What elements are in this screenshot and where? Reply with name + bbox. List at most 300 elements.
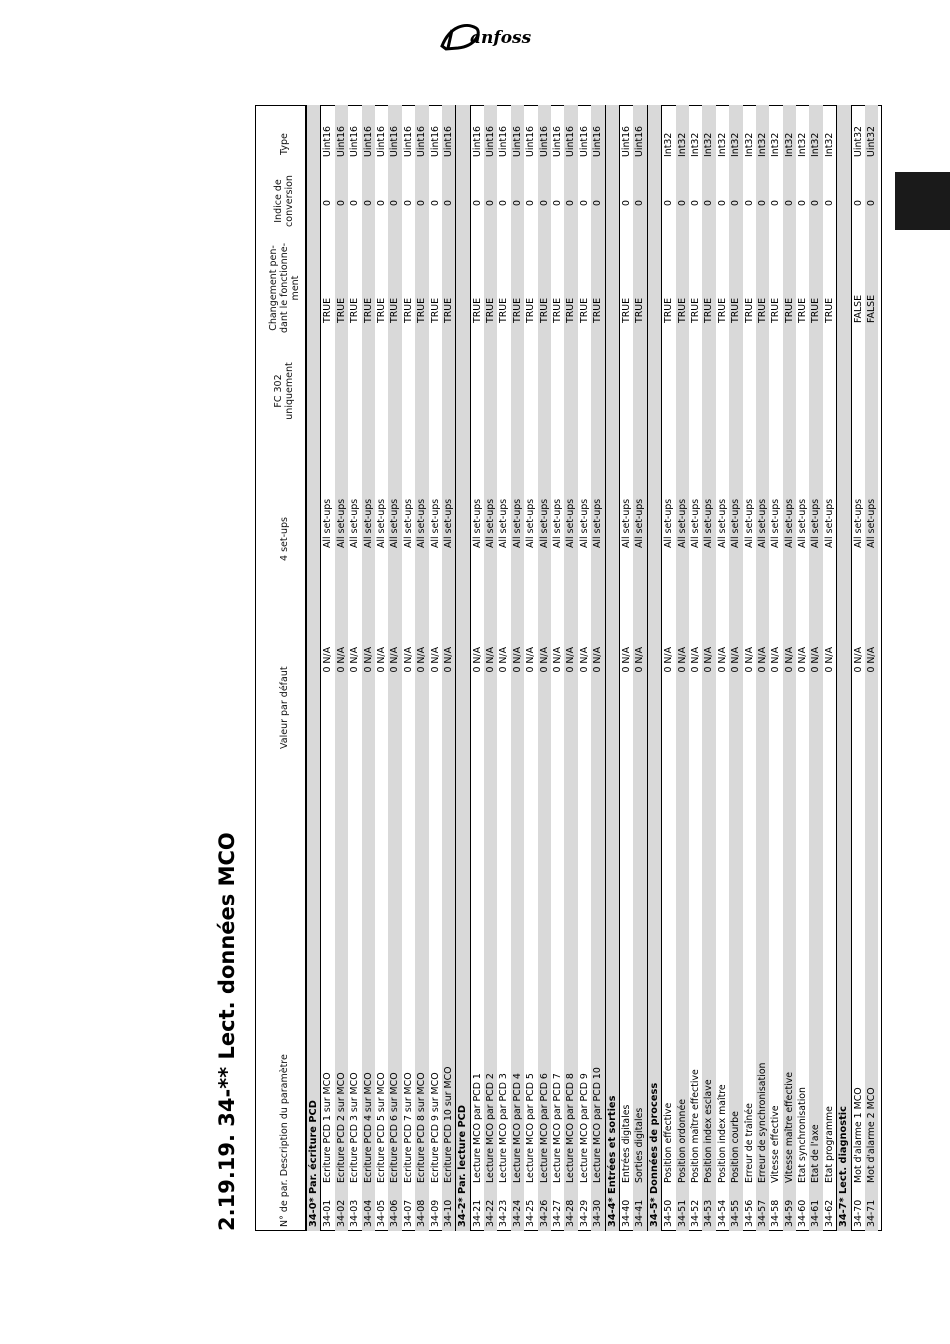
cell-def: 0 N/A xyxy=(797,647,809,673)
cell-desc: Position courbe xyxy=(730,1111,742,1183)
cell-type: Int32 xyxy=(756,132,768,157)
cell-setups: All set-ups xyxy=(471,498,483,548)
svg-text:anfoss: anfoss xyxy=(470,28,532,48)
cell-def: 0 N/A xyxy=(756,647,768,673)
cell-num: 34-56 xyxy=(743,1199,755,1227)
cell-type: Uint16 xyxy=(592,125,604,157)
cell-type: Uint16 xyxy=(349,125,361,157)
cell-setups: All set-ups xyxy=(375,498,387,548)
cell-def: 0 N/A xyxy=(703,647,715,673)
cell-change: TRUE xyxy=(538,297,550,323)
table-row xyxy=(321,105,334,1231)
table-row xyxy=(538,105,551,1231)
cell-def: 0 N/A xyxy=(716,647,728,673)
cell-index: 0 xyxy=(823,200,835,206)
cell-desc: Lecture MCO par PCD 8 xyxy=(565,1073,577,1183)
table-row xyxy=(362,105,375,1231)
cell-index: 0 xyxy=(498,200,510,206)
section-title: 34-7* Lect. diagnostic xyxy=(838,1106,850,1227)
header-default: Valeur par défaut xyxy=(278,666,290,749)
cell-type: Uint16 xyxy=(511,125,523,157)
header-num-desc: N° de par. Description du paramètre xyxy=(278,1054,290,1227)
cell-def: 0 N/A xyxy=(634,647,646,673)
cell-type: Int32 xyxy=(663,132,675,157)
cell-setups: All set-ups xyxy=(322,498,334,548)
cell-setups: All set-ups xyxy=(797,498,809,548)
cell-def: 0 N/A xyxy=(866,647,878,673)
cell-setups: All set-ups xyxy=(335,498,347,548)
cell-type: Uint16 xyxy=(552,125,564,157)
cell-change: TRUE xyxy=(442,297,454,323)
cell-def: 0 N/A xyxy=(498,647,510,673)
cell-num: 34-62 xyxy=(823,1199,835,1227)
cell-num: 34-61 xyxy=(810,1199,822,1227)
cell-num: 34-30 xyxy=(592,1199,604,1227)
cell-index: 0 xyxy=(797,200,809,206)
table-row xyxy=(729,105,742,1231)
cell-type: Uint16 xyxy=(389,125,401,157)
cell-def: 0 N/A xyxy=(389,647,401,673)
cell-index: 0 xyxy=(389,200,401,206)
cell-type: Int32 xyxy=(730,132,742,157)
cell-setups: All set-ups xyxy=(866,498,878,548)
cell-desc: Ecriture PCD 4 sur MCO xyxy=(362,1072,374,1183)
table-row xyxy=(415,105,428,1231)
rotated-page-content xyxy=(215,105,882,1231)
cell-change: FALSE xyxy=(866,294,878,323)
cell-setups: All set-ups xyxy=(578,498,590,548)
cell-num: 34-40 xyxy=(620,1199,632,1227)
table-row xyxy=(335,105,348,1231)
cell-desc: Vitesse effective xyxy=(770,1105,782,1183)
cell-index: 0 xyxy=(676,200,688,206)
cell-type: Uint16 xyxy=(442,125,454,157)
cell-desc: Ecriture PCD 1 sur MCO xyxy=(322,1072,334,1183)
cell-desc: Ecriture PCD 2 sur MCO xyxy=(335,1072,347,1183)
table-row xyxy=(578,105,591,1231)
cell-desc: Sorties digitales xyxy=(634,1107,646,1183)
table-row xyxy=(348,105,361,1231)
table-row xyxy=(865,105,878,1231)
cell-type: Uint16 xyxy=(322,125,334,157)
cell-change: TRUE xyxy=(416,297,428,323)
cell-desc: Lecture MCO par PCD 1 xyxy=(471,1073,483,1183)
cell-type: Uint16 xyxy=(525,125,537,157)
cell-change: TRUE xyxy=(485,297,497,323)
cell-type: Uint16 xyxy=(335,125,347,157)
cell-change: TRUE xyxy=(389,297,401,323)
cell-setups: All set-ups xyxy=(429,498,441,548)
header-index: Indice de conversion xyxy=(273,175,295,227)
cell-setups: All set-ups xyxy=(770,498,782,548)
cell-def: 0 N/A xyxy=(511,647,523,673)
table-row xyxy=(442,105,455,1231)
cell-type: Int32 xyxy=(797,132,809,157)
cell-num: 34-50 xyxy=(663,1199,675,1227)
section-title: 34-0* Par. écriture PCD xyxy=(308,1100,319,1227)
cell-type: Uint16 xyxy=(402,125,414,157)
cell-index: 0 xyxy=(485,200,497,206)
cell-setups: All set-ups xyxy=(485,498,497,548)
cell-type: Int32 xyxy=(743,132,755,157)
cell-num: 34-58 xyxy=(770,1199,782,1227)
cell-setups: All set-ups xyxy=(783,498,795,548)
cell-index: 0 xyxy=(362,200,374,206)
cell-num: 34-07 xyxy=(402,1199,414,1227)
cell-setups: All set-ups xyxy=(552,498,564,548)
cell-setups: All set-ups xyxy=(416,498,428,548)
cell-type: Uint16 xyxy=(538,125,550,157)
cell-num: 34-55 xyxy=(730,1199,742,1227)
cell-desc: Erreur de synchronisation xyxy=(756,1062,768,1183)
cell-type: Int32 xyxy=(716,132,728,157)
cell-setups: All set-ups xyxy=(689,498,701,548)
cell-index: 0 xyxy=(349,200,361,206)
cell-change: TRUE xyxy=(797,297,809,323)
cell-def: 0 N/A xyxy=(578,647,590,673)
cell-index: 0 xyxy=(578,200,590,206)
cell-num: 34-53 xyxy=(703,1199,715,1227)
cell-index: 0 xyxy=(620,200,632,206)
cell-setups: All set-ups xyxy=(676,498,688,548)
cell-num: 34-24 xyxy=(511,1199,523,1227)
section-header xyxy=(305,105,321,1231)
cell-num: 34-04 xyxy=(362,1199,374,1227)
cell-setups: All set-ups xyxy=(442,498,454,548)
cell-desc: Lecture MCO par PCD 4 xyxy=(511,1073,523,1183)
cell-def: 0 N/A xyxy=(689,647,701,673)
cell-num: 34-29 xyxy=(578,1199,590,1227)
cell-def: 0 N/A xyxy=(810,647,822,673)
table-row xyxy=(429,105,442,1231)
section-title: 34-5* Données de process xyxy=(648,1082,660,1227)
cell-type: Uint16 xyxy=(485,125,497,157)
cell-num: 34-57 xyxy=(756,1199,768,1227)
table-row xyxy=(484,105,497,1231)
cell-def: 0 N/A xyxy=(852,647,864,673)
cell-setups: All set-ups xyxy=(634,498,646,548)
cell-setups: All set-ups xyxy=(402,498,414,548)
header-setups: 4 set-ups xyxy=(278,516,290,561)
cell-type: Uint16 xyxy=(429,125,441,157)
table-row xyxy=(591,105,604,1231)
cell-desc: Ecriture PCD 10 sur MCO xyxy=(442,1066,454,1183)
table-row xyxy=(756,105,769,1231)
cell-desc: Lecture MCO par PCD 10 xyxy=(592,1067,604,1183)
section-title: 34-4* Entrées et sorties xyxy=(606,1095,618,1227)
cell-change: TRUE xyxy=(552,297,564,323)
cell-type: Uint16 xyxy=(498,125,510,157)
cell-type: Int32 xyxy=(689,132,701,157)
cell-def: 0 N/A xyxy=(485,647,497,673)
cell-def: 0 N/A xyxy=(525,647,537,673)
header-change: Changement pen- dant le fonctionne- ment xyxy=(267,243,301,334)
cell-change: TRUE xyxy=(620,297,632,323)
cell-change: TRUE xyxy=(362,297,374,323)
cell-setups: All set-ups xyxy=(852,498,864,548)
parameter-table xyxy=(305,105,878,1231)
cell-setups: All set-ups xyxy=(525,498,537,548)
cell-type: Uint16 xyxy=(565,125,577,157)
cell-index: 0 xyxy=(335,200,347,206)
cell-desc: Position maître effective xyxy=(689,1069,701,1183)
cell-num: 34-25 xyxy=(525,1199,537,1227)
cell-change: TRUE xyxy=(634,297,646,323)
table-row xyxy=(551,105,564,1231)
cell-num: 34-26 xyxy=(538,1199,550,1227)
cell-num: 34-03 xyxy=(349,1199,361,1227)
cell-setups: All set-ups xyxy=(703,498,715,548)
table-row xyxy=(716,105,729,1231)
cell-def: 0 N/A xyxy=(620,647,632,673)
cell-def: 0 N/A xyxy=(743,647,755,673)
cell-setups: All set-ups xyxy=(716,498,728,548)
cell-index: 0 xyxy=(703,200,715,206)
cell-index: 0 xyxy=(565,200,577,206)
cell-num: 34-28 xyxy=(565,1199,577,1227)
cell-setups: All set-ups xyxy=(498,498,510,548)
cell-desc: Position effective xyxy=(663,1102,675,1183)
section-header xyxy=(647,105,662,1231)
cell-index: 0 xyxy=(689,200,701,206)
cell-index: 0 xyxy=(538,200,550,206)
cell-num: 34-71 xyxy=(866,1199,878,1227)
header-fc302: FC 302 uniquement xyxy=(273,362,295,420)
cell-index: 0 xyxy=(743,200,755,206)
table-row xyxy=(689,105,702,1231)
cell-index: 0 xyxy=(783,200,795,206)
cell-def: 0 N/A xyxy=(362,647,374,673)
cell-desc: Etat de l'axe xyxy=(810,1124,822,1183)
cell-change: TRUE xyxy=(703,297,715,323)
cell-type: Int32 xyxy=(676,132,688,157)
cell-desc: Lecture MCO par PCD 7 xyxy=(552,1073,564,1183)
cell-num: 34-54 xyxy=(716,1199,728,1227)
cell-desc: Erreur de traînée xyxy=(743,1103,755,1183)
table-row xyxy=(702,105,715,1231)
cell-index: 0 xyxy=(322,200,334,206)
cell-def: 0 N/A xyxy=(442,647,454,673)
cell-change: TRUE xyxy=(663,297,675,323)
table-row xyxy=(769,105,782,1231)
cell-index: 0 xyxy=(429,200,441,206)
cell-def: 0 N/A xyxy=(663,647,675,673)
table-row xyxy=(823,105,836,1231)
cell-type: Int32 xyxy=(810,132,822,157)
table-row xyxy=(783,105,796,1231)
cell-desc: Position ordonnée xyxy=(676,1098,688,1183)
cell-index: 0 xyxy=(663,200,675,206)
cell-desc: Lecture MCO par PCD 9 xyxy=(578,1073,590,1183)
cell-desc: Ecriture PCD 7 sur MCO xyxy=(402,1072,414,1183)
table-row xyxy=(564,105,577,1231)
cell-def: 0 N/A xyxy=(730,647,742,673)
cell-desc: Etat programme xyxy=(823,1106,835,1183)
cell-change: TRUE xyxy=(743,297,755,323)
cell-num: 34-60 xyxy=(797,1199,809,1227)
cell-def: 0 N/A xyxy=(783,647,795,673)
cell-change: TRUE xyxy=(429,297,441,323)
cell-desc: Vitesse maître effective xyxy=(783,1071,795,1183)
cell-num: 34-70 xyxy=(852,1199,864,1227)
cell-change: TRUE xyxy=(578,297,590,323)
cell-index: 0 xyxy=(416,200,428,206)
table-row xyxy=(471,105,484,1231)
table-row xyxy=(852,105,865,1231)
table-row xyxy=(402,105,415,1231)
cell-desc: Mot d'alarme 1 MCO xyxy=(852,1087,864,1183)
cell-num: 34-27 xyxy=(552,1199,564,1227)
cell-type: Uint16 xyxy=(416,125,428,157)
section-header xyxy=(455,105,470,1231)
cell-type: Uint32 xyxy=(866,125,878,157)
cell-index: 0 xyxy=(866,200,878,206)
header-type: Type xyxy=(278,133,290,155)
cell-num: 34-06 xyxy=(389,1199,401,1227)
cell-def: 0 N/A xyxy=(375,647,387,673)
cell-num: 34-01 xyxy=(322,1199,334,1227)
cell-desc: Etat synchronisation xyxy=(797,1087,809,1183)
cell-desc: Ecriture PCD 5 sur MCO xyxy=(375,1072,387,1183)
cell-index: 0 xyxy=(810,200,822,206)
cell-def: 0 N/A xyxy=(770,647,782,673)
cell-change: TRUE xyxy=(810,297,822,323)
cell-num: 34-41 xyxy=(634,1199,646,1227)
cell-change: TRUE xyxy=(565,297,577,323)
cell-num: 34-23 xyxy=(498,1199,510,1227)
cell-def: 0 N/A xyxy=(565,647,577,673)
section-title: 34-2* Par. lecture PCD xyxy=(457,1104,469,1227)
cell-change: TRUE xyxy=(498,297,510,323)
cell-setups: All set-ups xyxy=(620,498,632,548)
cell-setups: All set-ups xyxy=(592,498,604,548)
cell-desc: Ecriture PCD 3 sur MCO xyxy=(349,1072,361,1183)
section-header xyxy=(836,105,851,1231)
cell-change: TRUE xyxy=(322,297,334,323)
cell-type: Uint16 xyxy=(634,125,646,157)
cell-index: 0 xyxy=(471,200,483,206)
cell-change: TRUE xyxy=(770,297,782,323)
cell-def: 0 N/A xyxy=(676,647,688,673)
cell-type: Int32 xyxy=(703,132,715,157)
cell-desc: Lecture MCO par PCD 3 xyxy=(498,1073,510,1183)
cell-change: TRUE xyxy=(402,297,414,323)
cell-def: 0 N/A xyxy=(322,647,334,673)
cell-def: 0 N/A xyxy=(349,647,361,673)
cell-index: 0 xyxy=(730,200,742,206)
cell-change: TRUE xyxy=(349,297,361,323)
cell-desc: Ecriture PCD 6 sur MCO xyxy=(389,1072,401,1183)
section-header xyxy=(605,105,620,1231)
cell-index: 0 xyxy=(525,200,537,206)
cell-index: 0 xyxy=(402,200,414,206)
cell-def: 0 N/A xyxy=(335,647,347,673)
cell-num: 34-02 xyxy=(335,1199,347,1227)
table-row xyxy=(796,105,809,1231)
table-row xyxy=(388,105,401,1231)
cell-num: 34-05 xyxy=(375,1199,387,1227)
cell-change: TRUE xyxy=(525,297,537,323)
cell-num: 34-21 xyxy=(471,1199,483,1227)
cell-setups: All set-ups xyxy=(362,498,374,548)
table-row xyxy=(497,105,510,1231)
cell-setups: All set-ups xyxy=(743,498,755,548)
cell-type: Uint16 xyxy=(578,125,590,157)
cell-type: Uint32 xyxy=(852,125,864,157)
cell-def: 0 N/A xyxy=(538,647,550,673)
cell-type: Uint16 xyxy=(620,125,632,157)
cell-change: TRUE xyxy=(689,297,701,323)
danfoss-logo xyxy=(436,16,534,56)
cell-num: 34-51 xyxy=(676,1199,688,1227)
cell-change: TRUE xyxy=(756,297,768,323)
cell-desc: Lecture MCO par PCD 5 xyxy=(525,1073,537,1183)
cell-index: 0 xyxy=(770,200,782,206)
cell-def: 0 N/A xyxy=(429,647,441,673)
cell-desc: Lecture MCO par PCD 6 xyxy=(538,1073,550,1183)
cell-change: TRUE xyxy=(335,297,347,323)
cell-def: 0 N/A xyxy=(552,647,564,673)
table-row xyxy=(511,105,524,1231)
cell-desc: Lecture MCO par PCD 2 xyxy=(485,1073,497,1183)
table-row xyxy=(375,105,388,1231)
cell-change: TRUE xyxy=(783,297,795,323)
cell-num: 34-10 xyxy=(442,1199,454,1227)
cell-num: 34-08 xyxy=(416,1199,428,1227)
cell-type: Int32 xyxy=(823,132,835,157)
cell-desc: Entrées digitales xyxy=(620,1104,632,1183)
table-row xyxy=(524,105,537,1231)
table-row xyxy=(620,105,633,1231)
cell-def: 0 N/A xyxy=(471,647,483,673)
page-title: 2.19.19. 34-** Lect. données MCO xyxy=(215,832,239,1231)
cell-change: TRUE xyxy=(730,297,742,323)
cell-desc: Position index esclave xyxy=(703,1079,715,1183)
cell-index: 0 xyxy=(442,200,454,206)
cell-index: 0 xyxy=(634,200,646,206)
cell-change: TRUE xyxy=(375,297,387,323)
cell-index: 0 xyxy=(375,200,387,206)
cell-num: 34-22 xyxy=(485,1199,497,1227)
cell-setups: All set-ups xyxy=(511,498,523,548)
cell-setups: All set-ups xyxy=(389,498,401,548)
cell-type: Uint16 xyxy=(375,125,387,157)
cell-index: 0 xyxy=(852,200,864,206)
cell-change: FALSE xyxy=(852,294,864,323)
cell-num: 34-09 xyxy=(429,1199,441,1227)
table-row xyxy=(743,105,756,1231)
cell-setups: All set-ups xyxy=(810,498,822,548)
cell-change: TRUE xyxy=(716,297,728,323)
cell-index: 0 xyxy=(716,200,728,206)
cell-change: TRUE xyxy=(471,297,483,323)
cell-setups: All set-ups xyxy=(565,498,577,548)
cell-index: 0 xyxy=(511,200,523,206)
cell-def: 0 N/A xyxy=(416,647,428,673)
cell-type: Int32 xyxy=(770,132,782,157)
cell-change: TRUE xyxy=(511,297,523,323)
cell-change: TRUE xyxy=(676,297,688,323)
cell-desc: Position index maître xyxy=(716,1084,728,1183)
cell-change: TRUE xyxy=(592,297,604,323)
chapter-tab-marker xyxy=(895,172,950,230)
cell-desc: Ecriture PCD 8 sur MCO xyxy=(416,1072,428,1183)
cell-index: 0 xyxy=(592,200,604,206)
table-row xyxy=(633,105,646,1231)
cell-num: 34-52 xyxy=(689,1199,701,1227)
cell-desc: Mot d'alarme 2 MCO xyxy=(866,1087,878,1183)
cell-type: Int32 xyxy=(783,132,795,157)
